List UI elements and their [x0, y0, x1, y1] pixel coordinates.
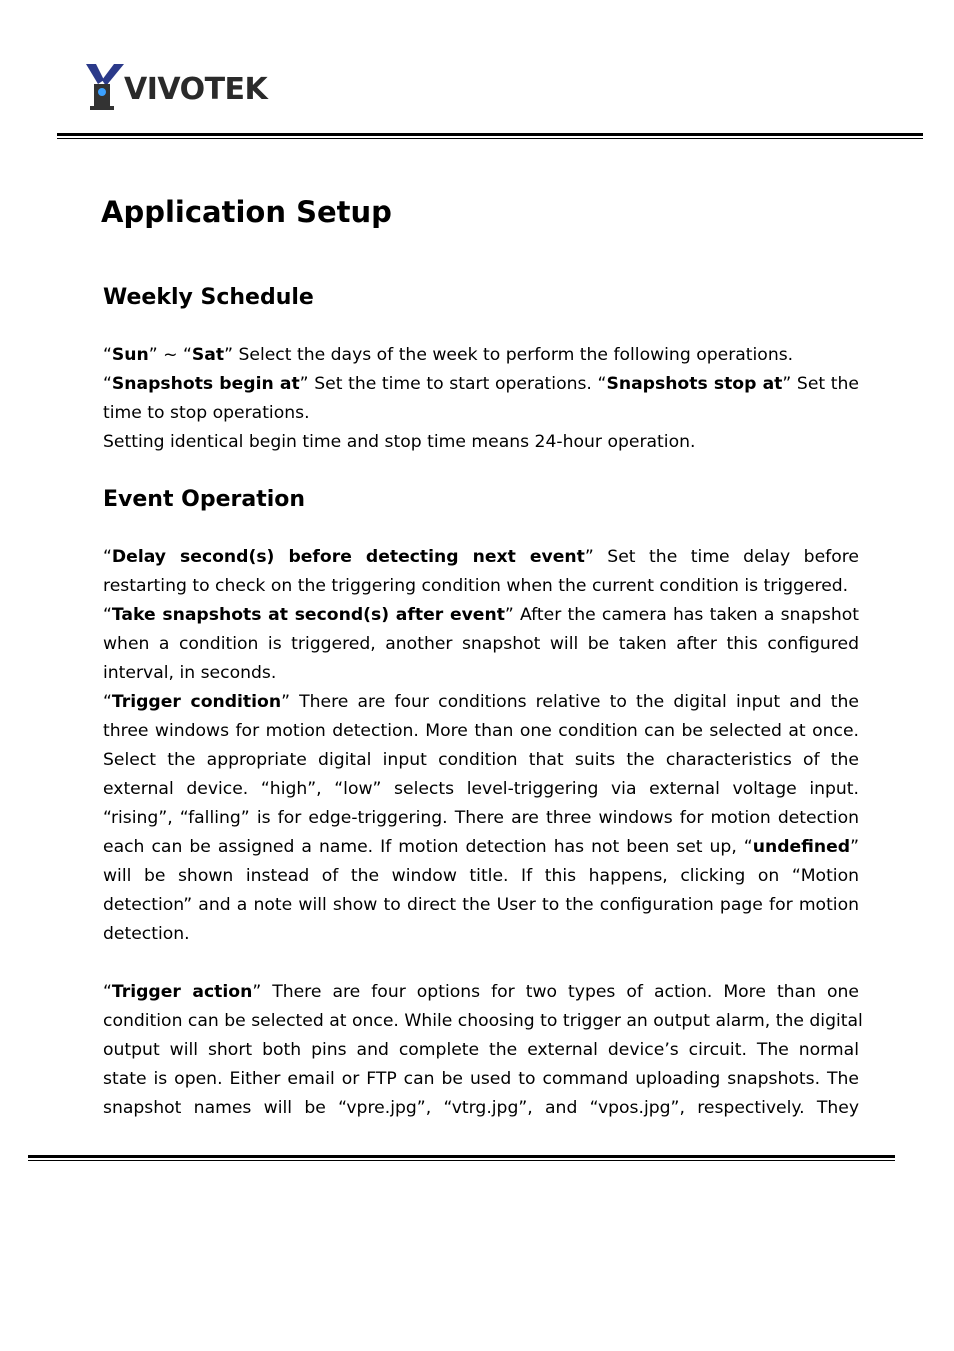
trigger-condition-line-4: external device. “high”, “low” selects level-triggering via external voltage input. — [103, 779, 859, 799]
trigger-condition-line-6: each can be assigned a name. If motion detection has not been set up, “undefined” — [103, 837, 859, 857]
snapshot-line-2: when a condition is triggered, another snapshot will be taken after this configured — [103, 634, 859, 654]
weekly-identical-note: Setting identical begin time and stop time means 24-hour operation. — [103, 432, 696, 452]
trigger-condition-line-2: three windows for motion detection. More than one condition can be selected at once. — [103, 721, 859, 741]
trigger-condition-line-8: detection” and a note will show to direct the User to the configuration page for motion — [103, 895, 859, 915]
trigger-action-line-5: snapshot names will be “vpre.jpg”, “vtrg.jpg”, and “vpos.jpg”, respectively. They — [103, 1098, 859, 1118]
weekly-days-line: “Sun” ~ “Sat” Select the days of the week to perform the following operations. — [103, 345, 794, 365]
weekly-schedule-body — [103, 341, 859, 457]
delay-line-1: “Delay second(s) before detecting next event” Set the time delay before — [103, 547, 859, 567]
footer-rule — [28, 1155, 895, 1161]
event-operation-heading: Event Operation — [103, 487, 306, 512]
snapshot-line-3: interval, in seconds. — [103, 663, 277, 683]
vivotek-wordmark: VIVOTEK — [124, 72, 268, 107]
trigger-action-line-2: condition can be selected at once. While choosing to trigger an output alarm, the digital — [103, 1011, 863, 1031]
trigger-condition-line-1: “Trigger condition” There are four conditions relative to the digital input and the — [103, 692, 859, 712]
trigger-action-line-3: output will short both pins and complete the external device’s circuit. The normal — [103, 1040, 859, 1060]
page-title: Application Setup — [101, 195, 392, 229]
weekly-times-line-2: time to stop operations. — [103, 403, 310, 423]
trigger-condition-line-9: detection. — [103, 924, 190, 944]
trigger-condition-line-5: “rising”, “falling” is for edge-triggering. There are three windows for motion detection — [103, 808, 859, 828]
weekly-schedule-heading: Weekly Schedule — [103, 285, 314, 310]
snapshot-line-1: “Take snapshots at second(s) after event” After the camera has taken a snapshot — [103, 605, 860, 625]
weekly-times-line: “Snapshots begin at” Set the time to start operations. “Snapshots stop at” Set the — [103, 374, 860, 394]
paragraph-gap — [103, 949, 859, 978]
event-operation-body — [103, 543, 863, 1123]
trigger-action-line-4: state is open. Either email or FTP can be used to command uploading snapshots. The — [103, 1069, 859, 1089]
trigger-condition-line-3: Select the appropriate digital input condition that suits the characteristics of the — [103, 750, 859, 770]
header-rule — [57, 133, 923, 139]
trigger-condition-line-7: will be shown instead of the window title. If this happens, clicking on “Motion — [103, 866, 859, 886]
trigger-action-line-1: “Trigger action” There are four options for two types of action. More than one — [103, 982, 859, 1002]
vivotek-camera-logo-icon — [84, 62, 124, 112]
vivotek-logo — [84, 62, 294, 112]
delay-line-2: restarting to check on the triggering condition when the current condition is triggered. — [103, 576, 849, 596]
